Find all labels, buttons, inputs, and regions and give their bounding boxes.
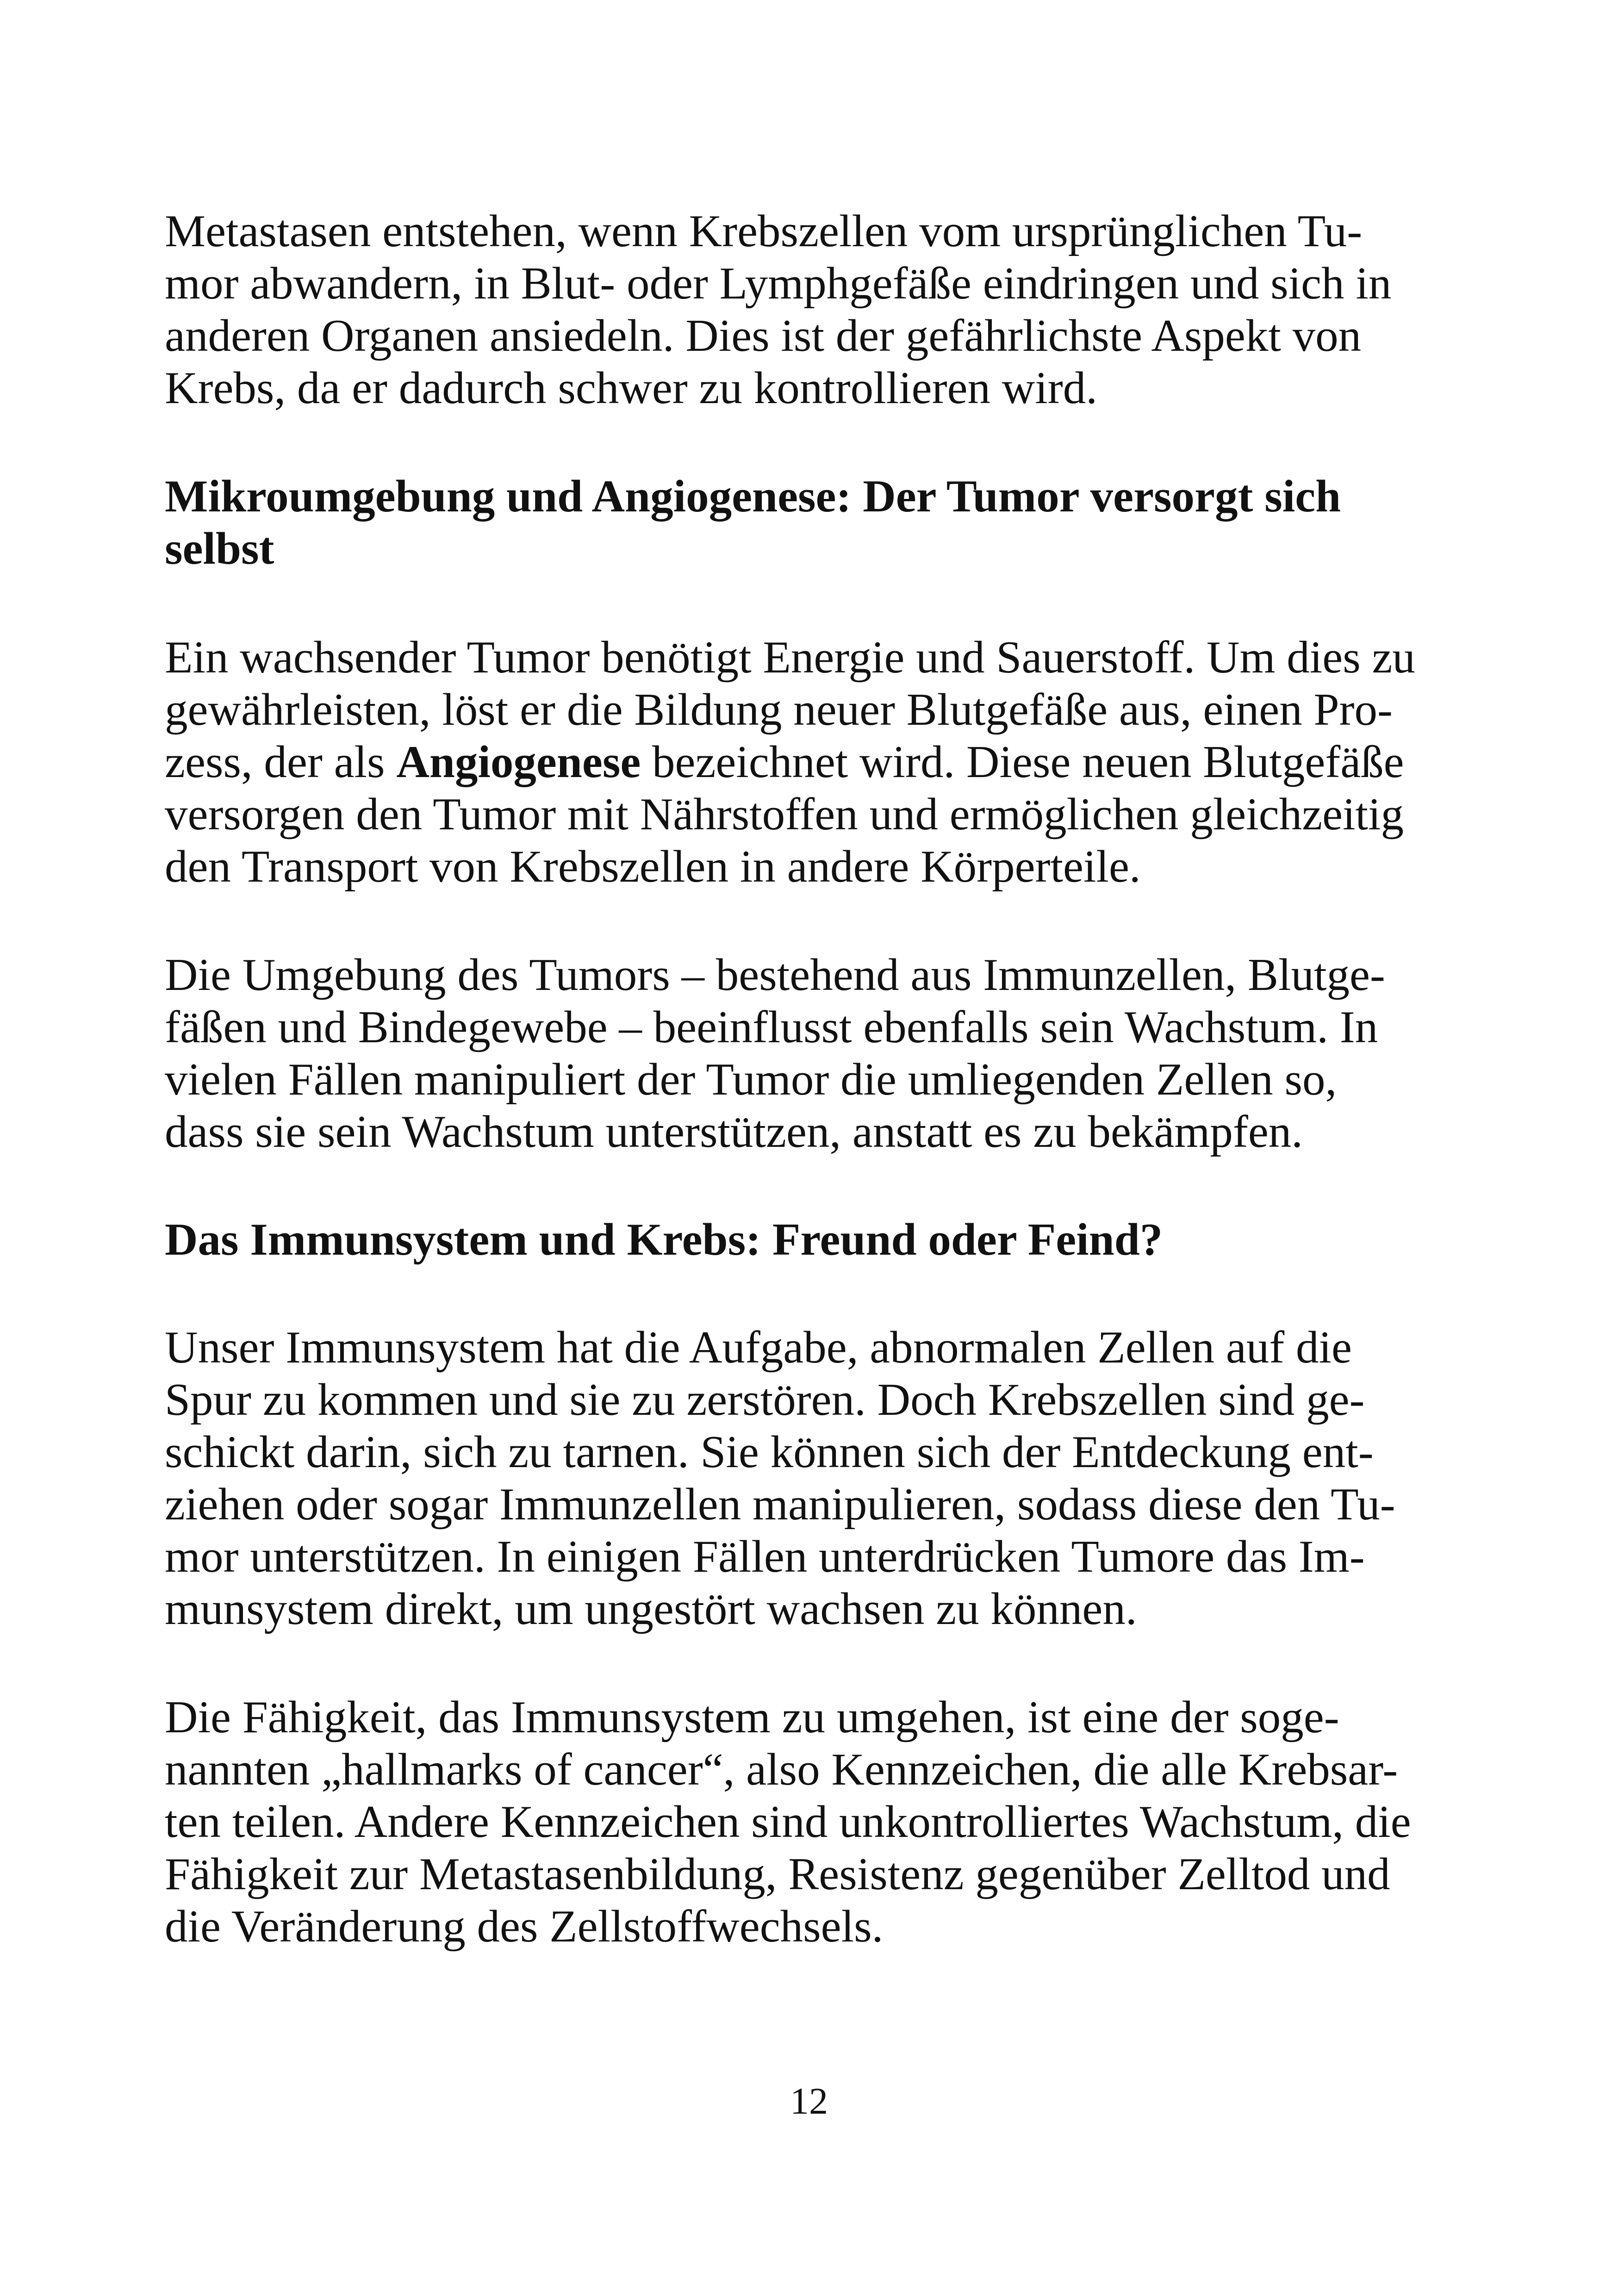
text-line: munsystem direkt, um ungestört wachsen zu können. bbox=[165, 1584, 1137, 1634]
text-line: anderen Organen ansiedeln. Dies ist der gefährlichste Aspekt von bbox=[165, 311, 1362, 361]
text-line: Ein wachsender Tumor benötigt Energie und Sauerstoff. Um dies zu bbox=[165, 632, 1415, 683]
text-line: fäßen und Bindegewebe – beeinflusst ebenfalls sein Wachstum. In bbox=[165, 1002, 1378, 1052]
text-line: den Transport von Krebszellen in andere Körperteile. bbox=[165, 841, 1141, 892]
text-line: Metastasen entstehen, wenn Krebszellen vom ursprünglichen Tu- bbox=[165, 206, 1363, 256]
emphasized-term: Angiogenese bbox=[396, 737, 641, 787]
heading-line: Mikroumgebung und Angiogenese: Der Tumor versorgt sich bbox=[165, 471, 1341, 522]
text-line bbox=[165, 734, 1404, 790]
text-line: ten teilen. Andere Kennzeichen sind unkontrolliertes Wachstum, die bbox=[165, 1797, 1411, 1847]
page-number: 12 bbox=[790, 2080, 828, 2122]
text-line: ziehen oder sogar Immunzellen manipulieren, sodass diese den Tu- bbox=[165, 1479, 1395, 1530]
text-line: mor abwandern, in Blut- oder Lymphgefäße eindringen und sich in bbox=[165, 258, 1392, 309]
text-line: die Veränderung des Zellstoffwechsels. bbox=[165, 1901, 884, 1952]
text-line: Krebs, da er dadurch schwer zu kontrollieren wird. bbox=[165, 363, 1097, 413]
text-line: nannten „hallmarks of cancer“, also Kennzeichen, die alle Krebsar- bbox=[165, 1744, 1398, 1795]
text-line: Die Fähigkeit, das Immunsystem zu umgehen, ist eine der soge- bbox=[165, 1692, 1339, 1742]
heading-line: Das Immunsystem und Krebs: Freund oder Feind? bbox=[165, 1214, 1163, 1265]
text-line: gewährleisten, löst er die Bildung neuer Blutgefäße aus, einen Pro- bbox=[165, 684, 1393, 735]
heading-line: selbst bbox=[165, 523, 274, 574]
text-line: Die Umgebung des Tumors – bestehend aus Immunzellen, Blutge- bbox=[165, 950, 1385, 1000]
text-line: mor unterstützen. In einigen Fällen unterdrücken Tumore das Im- bbox=[165, 1531, 1365, 1582]
text-segment: zess, der als bbox=[165, 737, 397, 787]
text-line: Spur zu kommen und sie zu zerstören. Doch Krebszellen sind ge- bbox=[165, 1375, 1365, 1425]
text-line: Unser Immunsystem hat die Aufgabe, abnormalen Zellen auf die bbox=[165, 1322, 1352, 1373]
text-line: vielen Fällen manipuliert der Tumor die umliegenden Zellen so, bbox=[165, 1054, 1337, 1105]
text-segment: bezeichnet wird. Diese neuen Blutgefäße bbox=[641, 737, 1404, 787]
text-line: schickt darin, sich zu tarnen. Sie können sich der Entdeckung ent- bbox=[165, 1427, 1374, 1477]
text-line: Fähigkeit zur Metastasenbildung, Resistenz gegenüber Zelltod und bbox=[165, 1849, 1390, 1899]
text-line: dass sie sein Wachstum unterstützen, anstatt es zu bekämpfen. bbox=[165, 1107, 1303, 1157]
text-line: versorgen den Tumor mit Nährstoffen und ermöglichen gleichzeitig bbox=[165, 789, 1404, 840]
